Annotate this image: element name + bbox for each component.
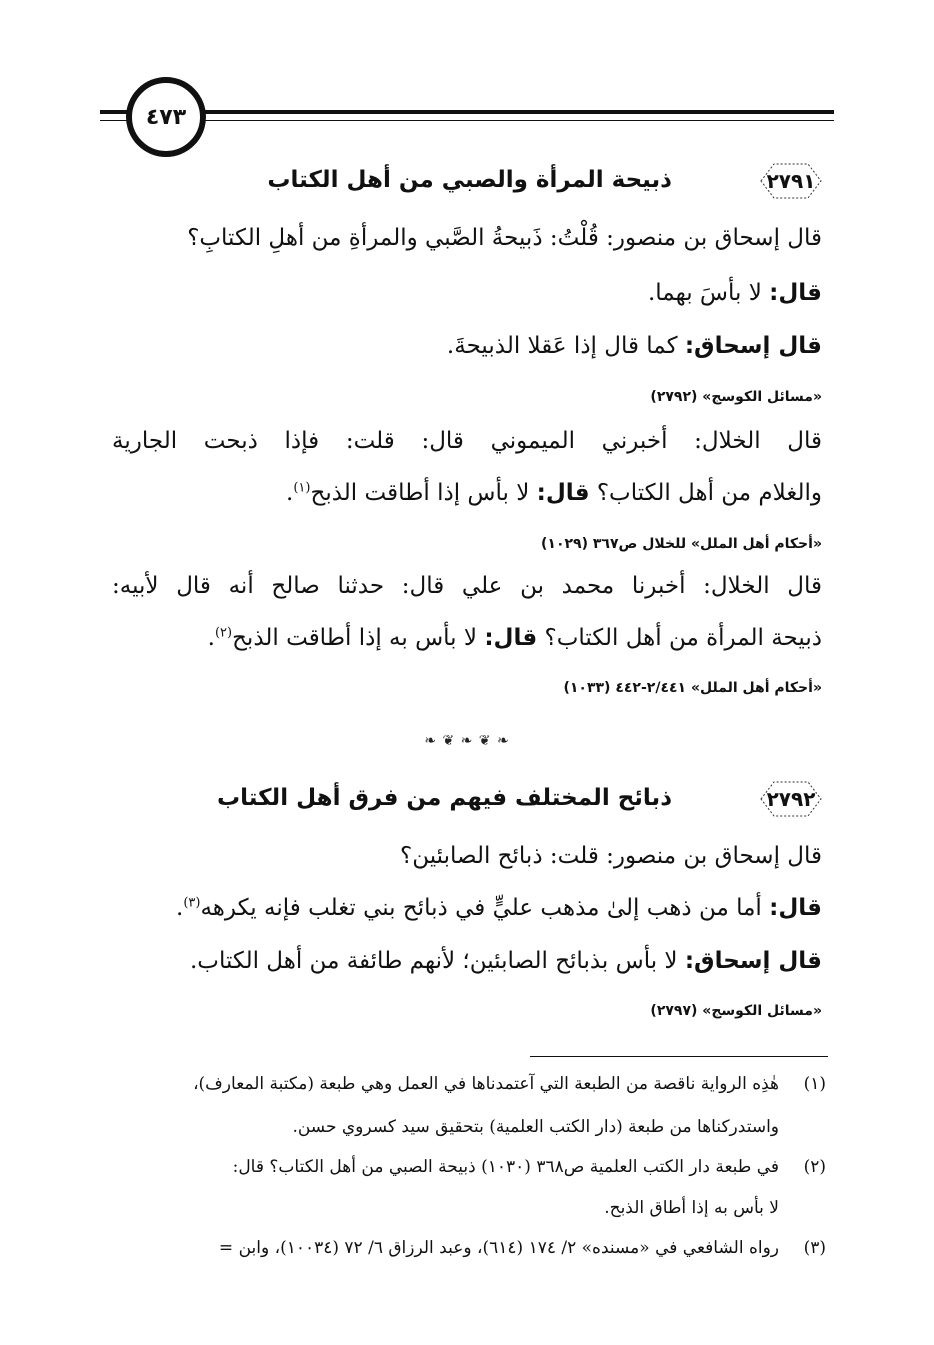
footnote-text: في طبعة دار الكتب العلمية ص٣٦٨ (١٠٣٠) ذبيحة الصبي من أهل الكتاب؟ قال: xyxy=(232,1157,779,1177)
text-span: أما من ذهب إلىٰ مذهب عليٍّ في ذبائح بني تغلب فإنه يكرهه xyxy=(200,895,762,921)
entry-number: ٢٧٩١ xyxy=(766,169,816,193)
footnote-ref: (٣) xyxy=(183,895,201,911)
entry-number: ٢٧٩٢ xyxy=(766,787,816,811)
footnote-text: واستدركناها من طبعة (دار الكتب العلمية) بتحقيق سيد كسروي حسن. xyxy=(292,1117,779,1137)
speaker-label: قال: xyxy=(536,480,590,506)
footnote-text: هٰذِه الرواية ناقصة من الطبعة التي آعتمدناها في العمل وهي طبعة (مكتبة المعارف)، xyxy=(193,1074,779,1094)
speaker-label: قال: xyxy=(769,895,822,921)
footnote-text: لا بأس به إذا أطاق الذبح. xyxy=(604,1198,779,1218)
header-rule-thin xyxy=(100,120,834,121)
entry-number-badge xyxy=(756,778,826,820)
footnote-number: (١) xyxy=(803,1074,826,1094)
section-separator-ornament: ❧ ❦ ❧ ❦ ❧ xyxy=(424,733,510,749)
text-span: ذبيحة المرأة من أهل الكتاب؟ xyxy=(544,625,822,651)
text-line xyxy=(648,280,822,306)
source-citation: «مسائل الكوسج» (٢٧٩٧) xyxy=(650,1003,822,1019)
footnote-text: رواه الشافعي في «مسنده» ٢/ ١٧٤ (٦١٤)، وعبد الرزاق ٦/ ٧٢ (١٠٠٣٤)، وابن = xyxy=(218,1238,779,1258)
text-line xyxy=(190,948,822,974)
text-line: قال إسحاق بن منصور: قلت: ذبائح الصابئين؟ xyxy=(400,843,822,869)
text-span: لا بأس إذا أطاقت الذبح xyxy=(310,480,530,506)
page-number: ٤٧٣ xyxy=(126,77,206,157)
footnote-number: (٣) xyxy=(803,1238,826,1258)
footnote-number: (٢) xyxy=(803,1157,826,1177)
entry-title: ذبيحة المرأة والصبي من أهل الكتاب xyxy=(267,167,672,193)
header-rule-thick xyxy=(100,110,834,114)
text-line: والغلام من أهل الكتاب؟ قال: لا بأس إذا أطاقت الذبح$^{(١)}$. xyxy=(286,480,822,506)
text-span: لا بأسَ بهما. xyxy=(647,280,762,306)
text-span: لا بأس بذبائح الصابئين؛ لأنهم طائفة من أهل الكتاب. xyxy=(189,948,678,974)
speaker-label: قال: xyxy=(484,625,538,651)
footnote-ref: (٢) xyxy=(214,625,233,641)
text-span: لا بأس به إذا أطاقت الذبح xyxy=(232,625,477,651)
speaker-label: قال إسحاق: xyxy=(684,333,822,359)
text-span: كما قال إذا عَقلا الذبيحةَ. xyxy=(446,333,678,359)
entry-number-badge xyxy=(756,160,826,202)
text-line xyxy=(447,333,822,359)
source-citation: «أحكام أهل الملل» للخلال ص٣٦٧ (١٠٢٩) xyxy=(541,536,822,552)
entry-title: ذبائح المختلف فيهم من فرق أهل الكتاب xyxy=(217,785,672,811)
text-span: والغلام من أهل الكتاب؟ xyxy=(596,480,822,506)
speaker-label: قال: xyxy=(769,280,822,306)
text-line: قال الخلال: أخبرنا محمد بن علي قال: حدثنا صالح أنه قال لأبيه: xyxy=(112,573,822,599)
source-citation: «أحكام أهل الملل» ٢/٤٤١-٤٤٢ (١٠٣٣) xyxy=(563,680,822,696)
text-line: قال الخلال: أخبرني الميموني قال: قلت: فإذا ذبحت الجارية xyxy=(112,428,822,454)
footnote-ref: (١) xyxy=(293,480,311,496)
speaker-label: قال إسحاق: xyxy=(684,948,822,974)
footnote-separator xyxy=(530,1056,828,1057)
text-line: قال: أما من ذهب إلىٰ مذهب عليٍّ في ذبائح بني تغلب فإنه يكرهه$^{(٣)}$. xyxy=(176,895,822,921)
text-line: قال إسحاق بن منصور: قُلْتُ: ذَبيحةُ الصَّبي والمرأةِ من أهلِ الكتابِ؟ xyxy=(187,225,822,251)
text-line: ذبيحة المرأة من أهل الكتاب؟ قال: لا بأس به إذا أطاقت الذبح$^{(٢)}$. xyxy=(207,625,822,651)
source-citation: «مسائل الكوسج» (٢٧٩٢) xyxy=(650,389,822,405)
